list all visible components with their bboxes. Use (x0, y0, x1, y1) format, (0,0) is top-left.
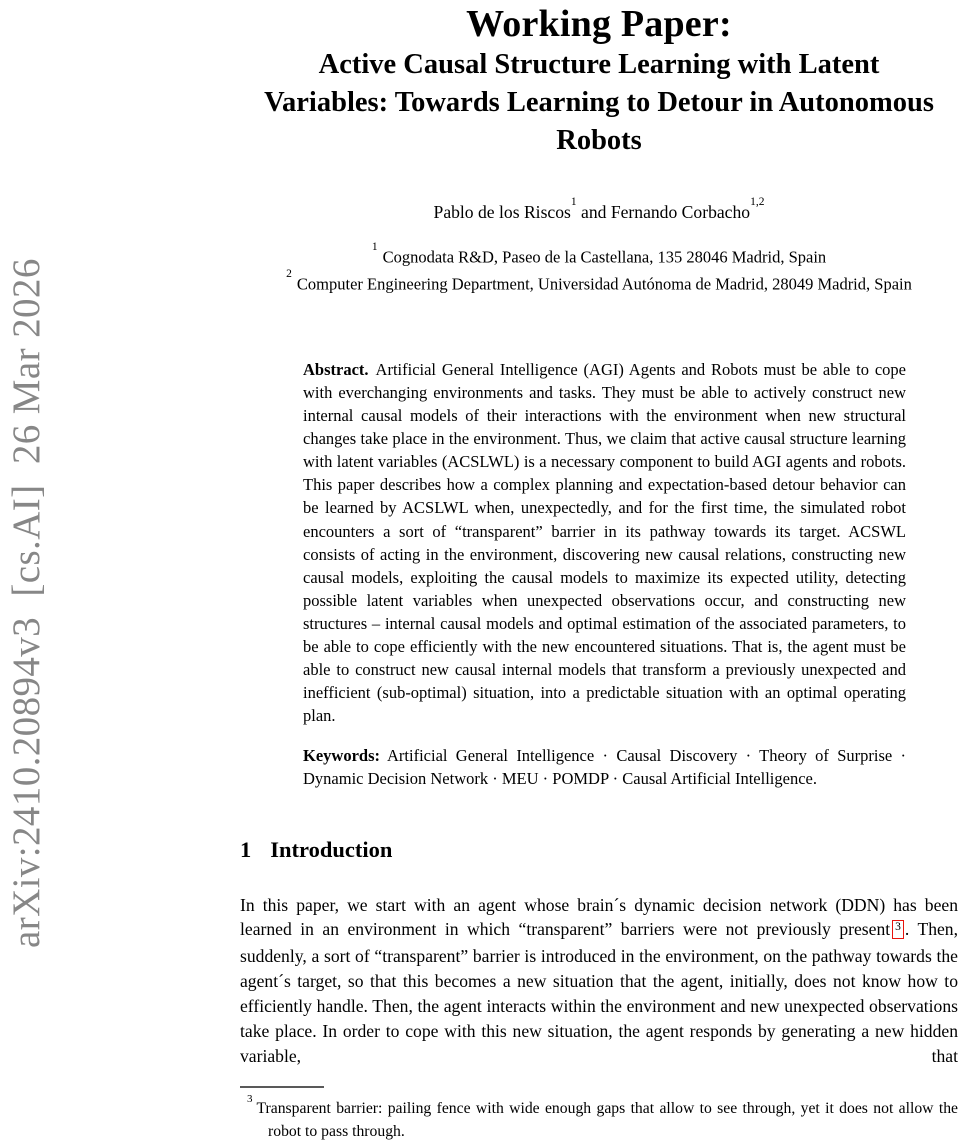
content-column (240, 0, 958, 1144)
abstract-label: Abstract. (303, 359, 369, 379)
author-name-2: Fernando Corbacho (610, 201, 751, 222)
section-number: 1 (240, 836, 252, 862)
section-heading-introduction (240, 835, 958, 865)
keywords-text: Artificial General Intelligence · Causal Discovery · Theory of Surprise · Dynamic Decision Network · MEU · POMDP · Causal Artificial Intelligence. (303, 746, 906, 789)
affiliation-line-2 (240, 269, 958, 296)
author-line (240, 196, 958, 224)
affiliation-1-sup: 1 (371, 240, 378, 253)
paper-title (240, 46, 958, 160)
keywords-label: Keywords: (303, 746, 380, 766)
author-1-affiliation-sup: 1 (570, 196, 577, 208)
arxiv-watermark: arXiv:2410.20894v3 [cs.AI] 26 Mar 2026 (5, 258, 48, 948)
paper-title-line-3: Robots (556, 125, 642, 156)
affiliations (240, 242, 958, 296)
paper-title-line-2: Variables: Towards Learning to Detour in Autonomous (264, 87, 934, 118)
author-connector: and (576, 201, 611, 222)
footnote-area (240, 1086, 958, 1143)
affiliation-2-text: Computer Engineering Department, Universidad Autónoma de Madrid, 28049 Madrid, Spain (296, 274, 912, 294)
footnote-ref-link[interactable]: 3 (892, 920, 904, 939)
abstract-text: Artificial General Intelligence (AGI) Agents and Robots must be able to cope with everchanging environments and tasks. They must be able to actively construct new internal causal models of their interactions with the environment when new structural changes take place in the environment. Thus, we claim that active causal structure learning with latent variables (ACSLWL) is a necessary component to build AGI agents and robots. This paper describes how a complex planning and expectation-based detour behavior can be learned by ACSLWL when, unexpectedly, and for the first time, the simulated robot encounters a sort of “transparent” barrier in its pathway towards its target. ACSWL consists of acting in the environment, discovering new causal relations, constructing new causal models, exploiting the causal models to maximize its expected utility, detecting possible latent variables when unexpected observations occur, and constructing new structures – internal causal models and optimal estimation of the associated parameters, to be able to cope efficiently with the new encountered situations. That is, the agent must be able to construct new causal internal models that transform a previously unexpected and inefficient (sub-optimal) situation, into a predictable situation with an optimal operating plan. (303, 359, 906, 726)
author-name-1: Pablo de los Riscos (433, 201, 571, 222)
footnote-text: Transparent barrier: pailing fence with wide enough gaps that allow to see through, yet it does not allow the robot to pass through. (256, 1100, 958, 1140)
footnote-marker: 3 (247, 1093, 253, 1105)
affiliation-2-sup: 2 (286, 267, 292, 280)
abstract-block (303, 358, 906, 728)
intro-paragraph (240, 893, 958, 1069)
affiliation-line-1 (240, 242, 958, 269)
section-title: Introduction (270, 836, 393, 862)
intro-text-before-footnote: In this paper, we start with an agent whose brain´s dynamic decision network (DDN) has been learned in an environment in which “transparent” barriers were not previously present (240, 894, 958, 940)
affiliation-1-text: Cognodata R&D, Paseo de la Castellana, 135 28046 Madrid, Spain (382, 247, 827, 267)
keywords-block (303, 744, 906, 790)
paper-title-prefix: Working Paper: (466, 3, 732, 45)
intro-text-after-footnote: . Then, suddenly, a sort of “transparent” barrier is introduced in the environment, on the pathway towards the agent´s target, so that this becomes a new situation that the agent, initially, does not know how to efficiently handle. Then, the agent interacts within the environment and new unexpected observations take place. In order to cope with this new situation, the agent responds by generating a new hidden variable, that (240, 919, 958, 1067)
author-2-affiliation-sup: 1,2 (750, 196, 765, 208)
paper-title-line-1: Active Causal Structure Learning with Latent (318, 49, 880, 80)
footnote-rule (240, 1086, 324, 1088)
footnote (247, 1093, 958, 1143)
